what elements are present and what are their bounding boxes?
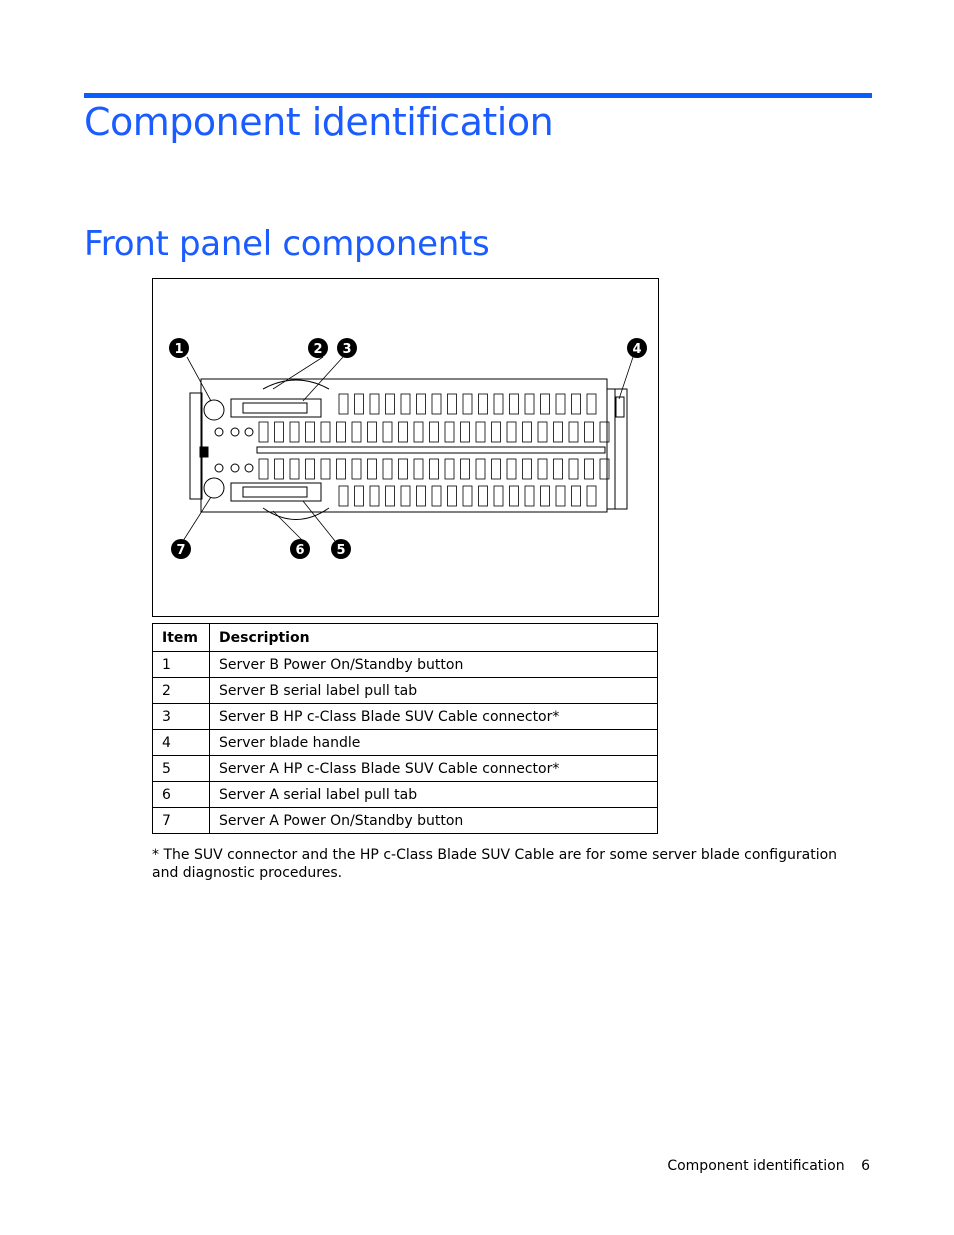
vent-slot — [290, 459, 299, 479]
callout-7 — [171, 539, 191, 559]
vent-slot — [492, 459, 501, 479]
table-row — [153, 730, 658, 756]
cell-item: 2 — [153, 678, 210, 704]
page-number: 6 — [861, 1158, 870, 1174]
vent-slot — [290, 422, 299, 442]
vent-slot — [339, 394, 348, 414]
cell-item: 5 — [153, 756, 210, 782]
vent-slot — [492, 422, 501, 442]
footnote: * The SUV connector and the HP c-Class Blade SUV Cable are for some server blade configuration and diagnostic procedures. — [152, 847, 838, 881]
vent-slot — [370, 394, 379, 414]
vent-slot — [556, 486, 565, 506]
cell-item: 1 — [153, 652, 210, 678]
vent-slot — [494, 394, 503, 414]
vent-slot — [355, 394, 364, 414]
callout-5 — [331, 539, 351, 559]
vent-slot — [600, 459, 609, 479]
vent-slot — [432, 394, 441, 414]
vent-slot — [414, 422, 423, 442]
vent-slot — [430, 422, 439, 442]
vent-slot — [337, 422, 346, 442]
callout-6 — [290, 539, 310, 559]
vent-slot — [352, 459, 361, 479]
table-row — [153, 756, 658, 782]
vent-slot — [569, 422, 578, 442]
vent-slot — [306, 459, 315, 479]
cell-item: 7 — [153, 808, 210, 834]
vent-slot — [510, 486, 519, 506]
vent-slot — [352, 422, 361, 442]
callout-4 — [627, 338, 647, 358]
vent-slot — [541, 394, 550, 414]
callout-label: 3 — [342, 342, 352, 357]
vent-slot — [259, 422, 268, 442]
vent-slot — [507, 422, 516, 442]
vent-slot — [569, 459, 578, 479]
vent-slot — [479, 394, 488, 414]
section-title: Front panel components — [84, 224, 490, 264]
table-row — [153, 704, 658, 730]
vent-slot — [585, 459, 594, 479]
vent-slot — [554, 422, 563, 442]
vent-slot — [386, 486, 395, 506]
title-rule — [84, 93, 872, 98]
vent-slot — [321, 459, 330, 479]
vent-slot — [383, 422, 392, 442]
vent-slot — [448, 486, 457, 506]
vent-slot — [585, 422, 594, 442]
page-title: Component identification — [84, 100, 554, 144]
page-footer — [667, 1158, 870, 1174]
vent-slot — [370, 486, 379, 506]
vent-slot — [572, 486, 581, 506]
cell-item: 3 — [153, 704, 210, 730]
vent-slot — [476, 422, 485, 442]
callout-3 — [337, 338, 357, 358]
cell-description: Server A Power On/Standby button — [210, 808, 658, 834]
vent-grid — [259, 394, 609, 506]
header-description: Description — [210, 624, 658, 652]
vent-slot — [386, 394, 395, 414]
vent-slot — [417, 394, 426, 414]
vent-slot — [445, 422, 454, 442]
vent-slot — [600, 422, 609, 442]
vent-slot — [306, 422, 315, 442]
vent-slot — [445, 459, 454, 479]
cell-description: Server B HP c-Class Blade SUV Cable connector* — [210, 704, 658, 730]
vent-slot — [275, 459, 284, 479]
vent-slot — [494, 486, 503, 506]
vent-slot — [587, 486, 596, 506]
vent-slot — [572, 394, 581, 414]
server-blade-illustration — [153, 279, 658, 616]
components-table — [152, 623, 658, 834]
callout-1 — [169, 338, 189, 358]
cell-description: Server A serial label pull tab — [210, 782, 658, 808]
callout-label: 1 — [174, 342, 184, 357]
table-row — [153, 782, 658, 808]
vent-slot — [587, 394, 596, 414]
footer-label: Component identification — [667, 1158, 845, 1174]
vent-slot — [448, 394, 457, 414]
cell-item: 6 — [153, 782, 210, 808]
vent-slot — [538, 459, 547, 479]
vent-slot — [538, 422, 547, 442]
table-row — [153, 652, 658, 678]
table-row — [153, 808, 658, 834]
vent-slot — [355, 486, 364, 506]
front-panel-figure — [152, 278, 659, 617]
vent-slot — [554, 459, 563, 479]
vent-slot — [339, 486, 348, 506]
callout-label: 6 — [295, 543, 305, 558]
vent-slot — [523, 422, 532, 442]
vent-slot — [479, 486, 488, 506]
blade-chassis — [190, 379, 627, 520]
vent-slot — [463, 486, 472, 506]
vent-slot — [525, 394, 534, 414]
cell-description: Server B Power On/Standby button — [210, 652, 658, 678]
cell-description: Server A HP c-Class Blade SUV Cable connector* — [210, 756, 658, 782]
vent-slot — [401, 394, 410, 414]
vent-slot — [432, 486, 441, 506]
vent-slot — [401, 486, 410, 506]
vent-slot — [461, 459, 470, 479]
vent-slot — [414, 459, 423, 479]
vent-slot — [399, 459, 408, 479]
vent-slot — [525, 486, 534, 506]
vent-slot — [383, 459, 392, 479]
vent-slot — [321, 422, 330, 442]
callout-2 — [308, 338, 328, 358]
vent-slot — [430, 459, 439, 479]
callout-leaders — [183, 357, 633, 541]
vent-slot — [337, 459, 346, 479]
vent-slot — [476, 459, 485, 479]
vent-slot — [510, 394, 519, 414]
cell-description: Server B serial label pull tab — [210, 678, 658, 704]
callout-label: 7 — [176, 543, 186, 558]
vent-slot — [417, 486, 426, 506]
vent-slot — [507, 459, 516, 479]
vent-slot — [275, 422, 284, 442]
callout-label: 4 — [632, 342, 642, 357]
vent-slot — [523, 459, 532, 479]
vent-slot — [368, 422, 377, 442]
vent-slot — [556, 394, 565, 414]
vent-slot — [541, 486, 550, 506]
callout-label: 2 — [313, 342, 323, 357]
table-header-row — [153, 624, 658, 652]
cell-item: 4 — [153, 730, 210, 756]
vent-slot — [461, 422, 470, 442]
table-row — [153, 678, 658, 704]
vent-slot — [463, 394, 472, 414]
vent-slot — [259, 459, 268, 479]
cell-description: Server blade handle — [210, 730, 658, 756]
vent-slot — [399, 422, 408, 442]
header-item: Item — [153, 624, 210, 652]
callout-label: 5 — [336, 543, 346, 558]
vent-slot — [368, 459, 377, 479]
